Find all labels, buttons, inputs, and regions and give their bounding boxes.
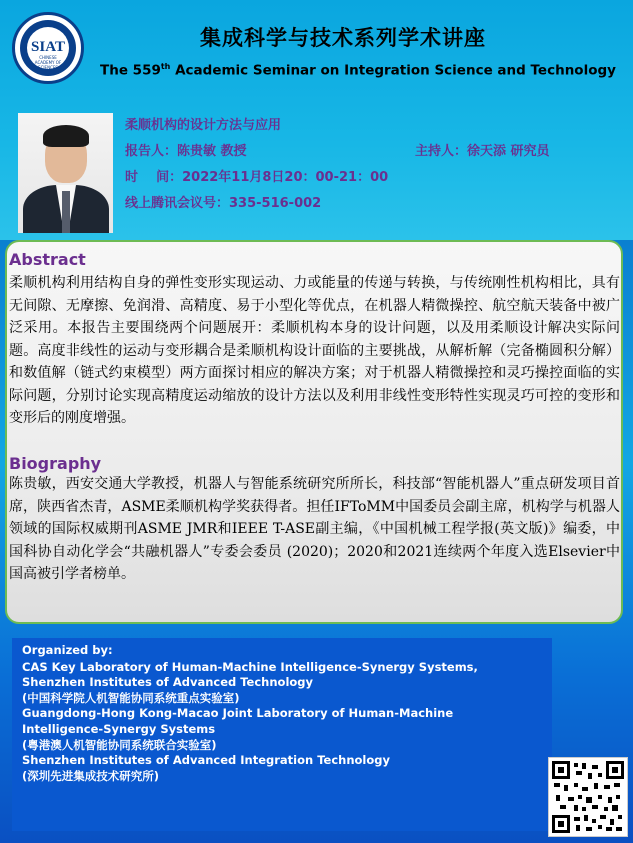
title-en-rest: Academic Seminar on Integration Science and Technology	[170, 62, 616, 79]
biography-text: 陈贵敏，西安交通大学教授，机器人与智能系统研究所所长，科技部“智能机器人”重点研发项目首席，陕西省杰青，ASME柔顺机构学奖获得者。担任IFToMM中国委员会副主席，机构学与机器人领域的国际权威期刊ASME JMR和IEEE T-ASE副主编，《中国机械工程学报(英文版)》编委，中国科协自动化学会“共融机器人”专委会委员 (2020)；2020和2021连续两个年度入选Elsevier中国高被引学者榜单。	[9, 476, 620, 582]
organizer-line: CAS Key Laboratory of Human-Machine Intelligence-Synergy Systems,	[22, 660, 478, 674]
seminar-title-en	[100, 62, 630, 79]
organizers-label: Organized by:	[22, 643, 113, 657]
talk-time: 时 间：2022年11月8日20：00-21：00	[125, 170, 389, 185]
talk-speaker: 报告人：陈贵敏 教授	[125, 144, 247, 159]
organizer-line: Shenzhen Institutes of Advanced Integration Technology	[22, 753, 390, 767]
talk-meeting-id: 线上腾讯会议号：335-516-002	[125, 196, 322, 211]
talk-host: 主持人：徐天添 研究员	[415, 144, 550, 159]
qr-code-icon	[548, 757, 628, 837]
seminar-title-cn: 集成科学与技术系列学术讲座	[200, 26, 486, 50]
organizer-line: (深圳先进集成技术研究所)	[22, 769, 160, 783]
title-en-number: The 559	[100, 62, 161, 79]
photo-tie	[62, 191, 70, 233]
organizer-line: Guangdong-Hong Kong-Macao Joint Laboratory of Human-Machine	[22, 706, 454, 720]
organizer-line: Shenzhen Institutes of Advanced Technology	[22, 675, 314, 689]
qr-code-pattern	[552, 761, 624, 833]
siat-logo	[12, 12, 84, 84]
biography-heading: Biography	[9, 454, 102, 473]
organizer-line: (中国科学院人机智能协同系统重点实验室)	[22, 691, 240, 705]
logo-text: SIAT	[31, 39, 65, 55]
organizer-line: Intelligence-Synergy Systems	[22, 722, 216, 736]
logo-subtext: CHINESE ACADEMY OF SCIENCES	[34, 55, 62, 70]
photo-hair	[43, 125, 89, 147]
title-en-sup: th	[160, 62, 171, 71]
speaker-photo	[18, 113, 113, 233]
organizer-line: (粤港澳人机智能协同系统联合实验室)	[22, 738, 217, 752]
abstract-text: 柔顺机构利用结构自身的弹性变形实现运动、力或能量的传递与转换，与传统刚性机构相比，具有无间隙、无摩擦、免润滑、高精度、易于小型化等优点，在机器人精微操控、航空航天装备中被广泛采用。本报告主要围绕两个问题展开：柔顺机构本身的设计问题，以及用柔顺设计解决实际问题。高度非线性的运动与变形耦合是柔顺机构设计面临的主要挑战，从解析解（完备椭圆积分解）和数值解（链式约束模型）两方面探讨相应的解决方案；对于机器人精微操控和灵巧操控面临的实际问题，分别讨论实现高精度运动缩放的设计方法以及利用非线性变形特性实现灵巧可控的变形和变形后的刚度增强。	[9, 275, 620, 426]
abstract-heading: Abstract	[9, 250, 86, 269]
talk-topic: 柔顺机构的设计方法与应用	[125, 118, 282, 133]
